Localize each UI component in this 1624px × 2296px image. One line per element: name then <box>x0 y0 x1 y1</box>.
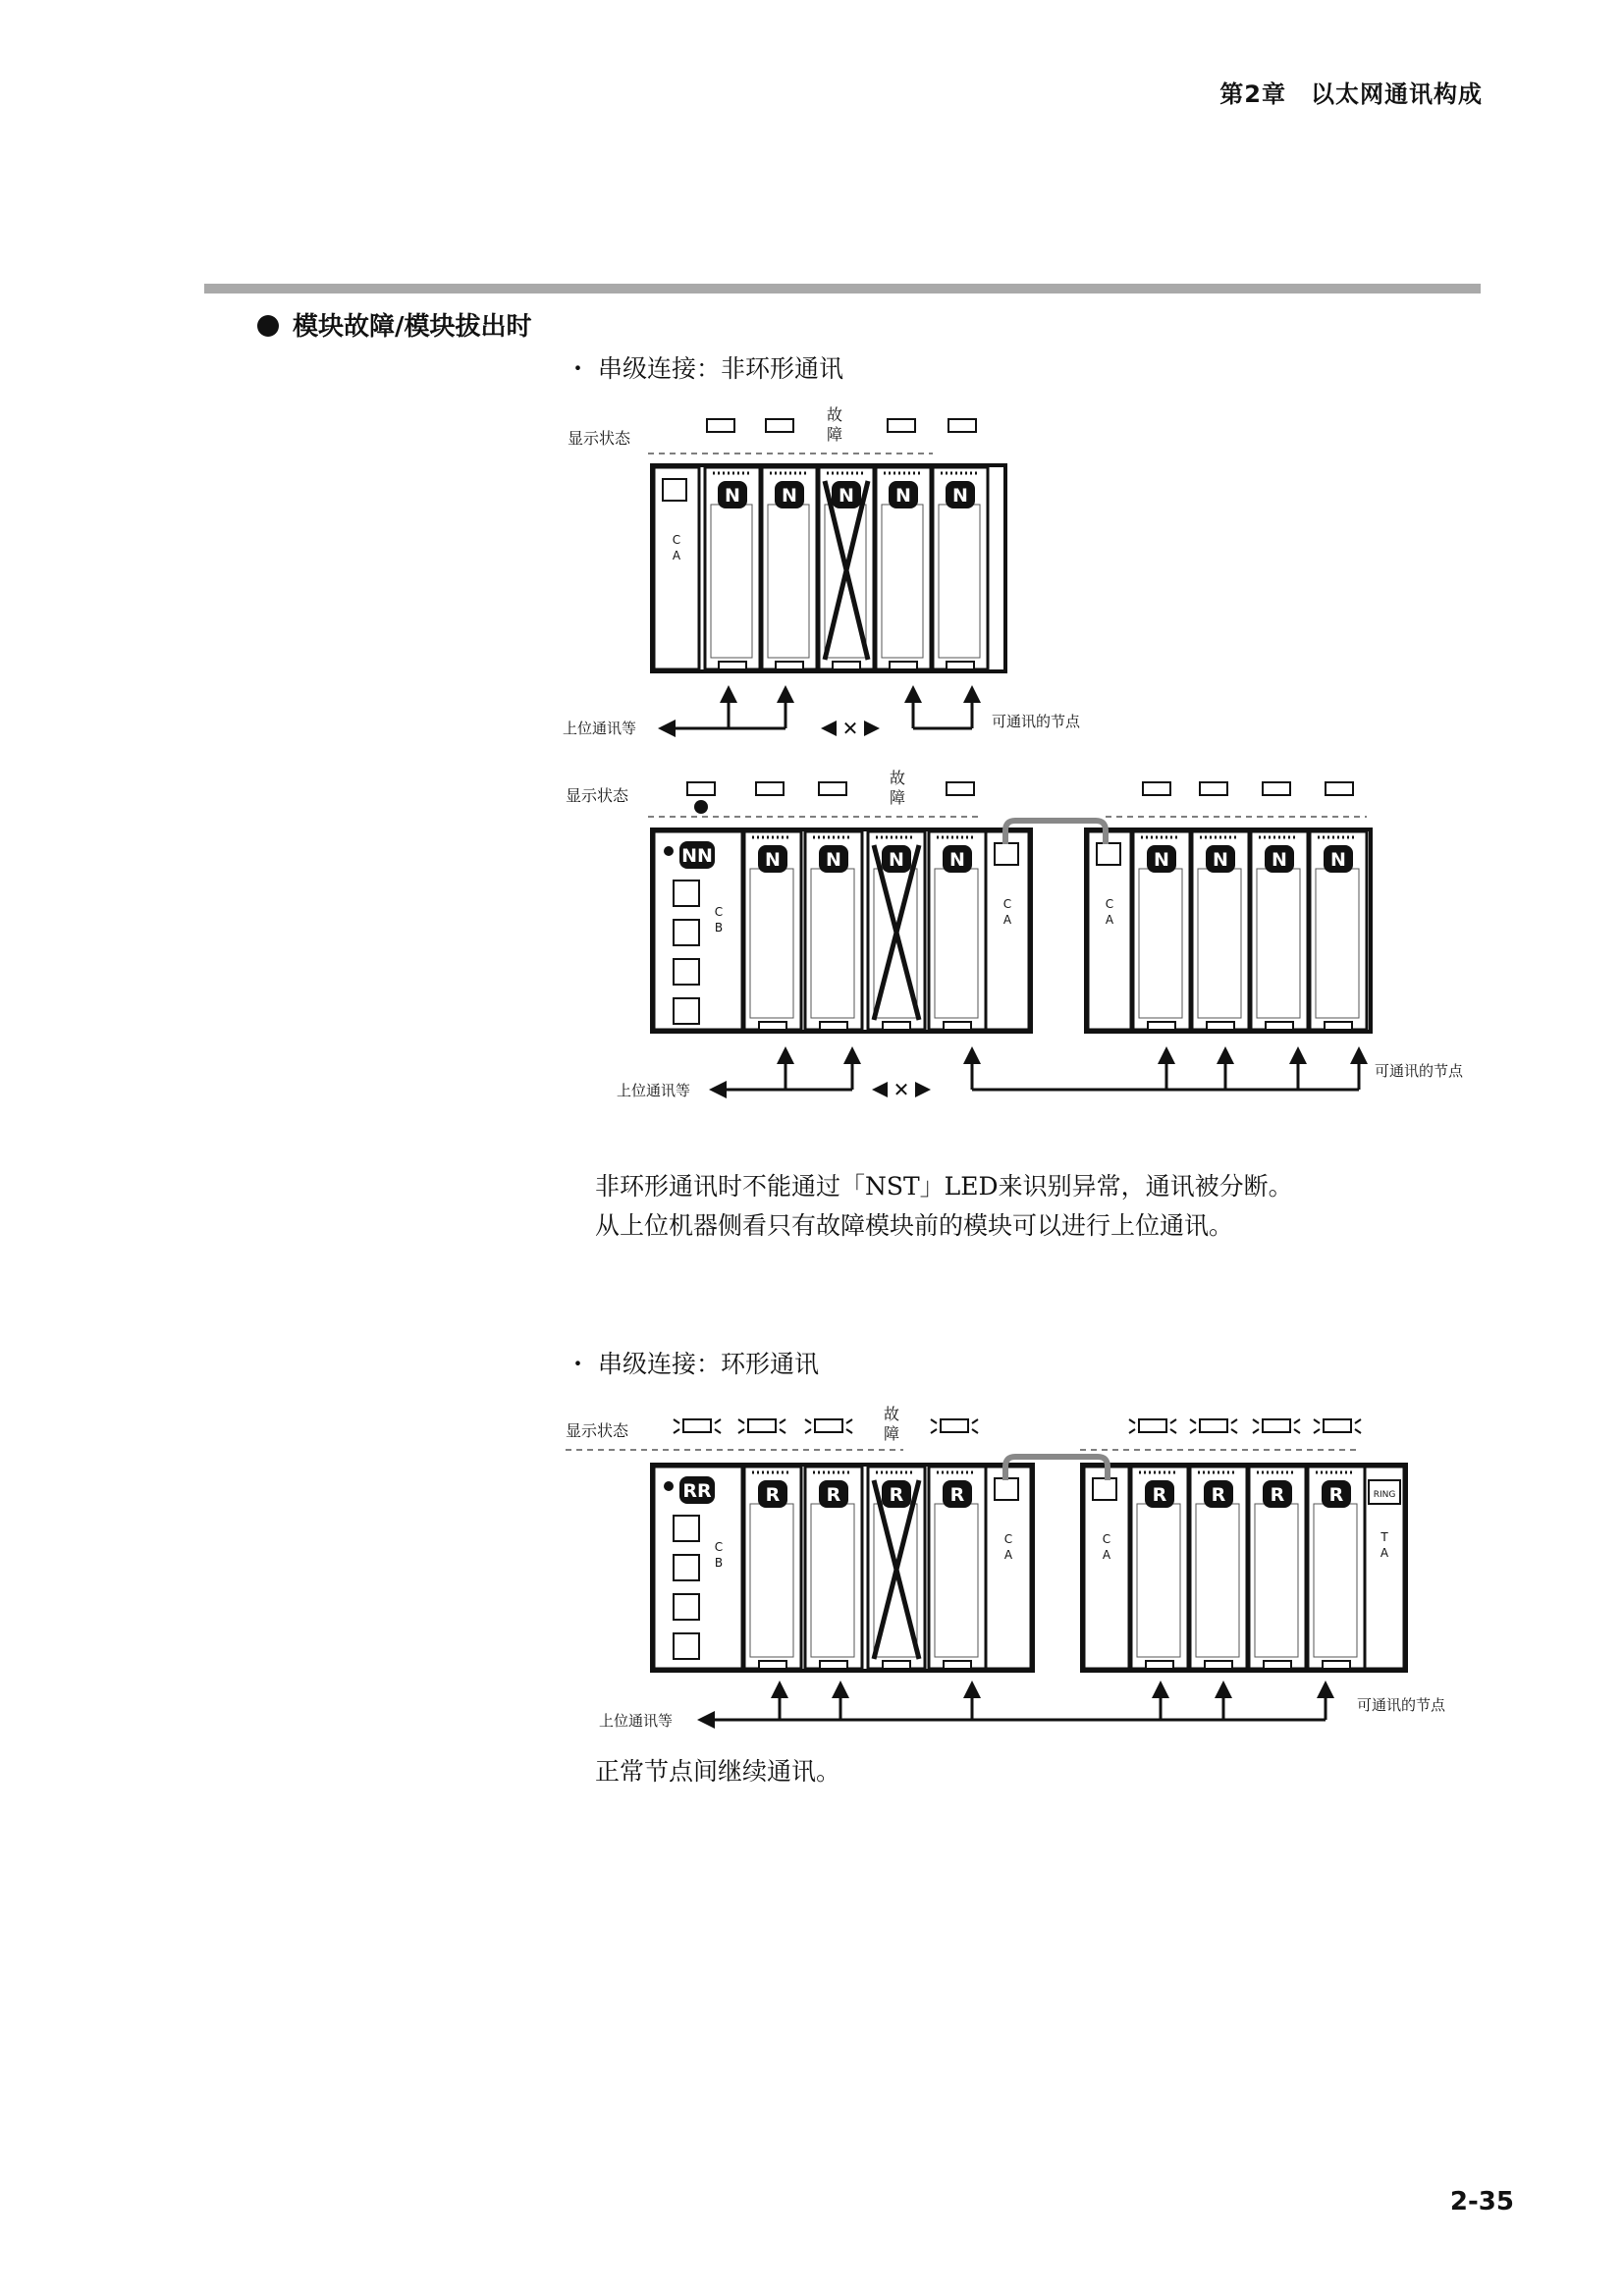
module-port <box>820 1661 847 1669</box>
arrow-head-icon <box>1215 1681 1232 1698</box>
unit-label-ta: A <box>1380 1546 1389 1560</box>
arrow-head-icon <box>963 1681 981 1698</box>
led-blinking-icon <box>748 1419 776 1432</box>
module-badge-label: N <box>949 849 965 871</box>
ethernet-port-icon <box>663 479 686 501</box>
module-port <box>833 662 860 669</box>
diagram-ring <box>566 1405 1446 1730</box>
label-upper-comm: 上位通讯等 <box>599 1712 674 1730</box>
ethernet-port-icon <box>674 1555 699 1580</box>
case2-note: 正常节点间继续通讯。 <box>595 1757 841 1786</box>
module-badge-label: R <box>765 1484 781 1506</box>
module-port <box>883 1022 910 1030</box>
module-badge-label: N <box>895 485 911 507</box>
ethernet-port-icon <box>674 959 699 985</box>
unit-label-ca: A <box>672 549 681 562</box>
led-indicator-icon <box>819 782 846 795</box>
label-upper-comm: 上位通讯等 <box>617 1082 691 1099</box>
module-badge-label: R <box>1270 1484 1285 1506</box>
arrow-head-icon <box>771 1681 788 1698</box>
module-badge-label: N <box>952 485 968 507</box>
module-port <box>719 662 746 669</box>
led-blinking-icon <box>1324 1419 1351 1432</box>
module-port <box>1148 1022 1175 1030</box>
arrow-head-icon <box>904 685 922 703</box>
unit-label-cb: C <box>714 905 724 919</box>
ethernet-port-icon <box>674 998 699 1024</box>
arrow-head-icon <box>697 1711 715 1729</box>
broken-link-icon: ✕ <box>841 717 859 740</box>
unit-label-ca: A <box>1002 913 1012 927</box>
arrow-head-icon <box>963 1046 981 1064</box>
module-badge-label: N <box>889 849 904 871</box>
arrow-head-icon <box>1158 1046 1175 1064</box>
label-fault: 故 <box>883 1405 900 1423</box>
arrow-head-icon <box>1152 1681 1169 1698</box>
ethernet-port-icon <box>995 843 1018 865</box>
arrow-head-icon <box>832 1681 849 1698</box>
ethernet-port-icon <box>1097 843 1120 865</box>
module-badge-label: N <box>1272 849 1287 871</box>
module-badge-label: R <box>949 1484 965 1506</box>
module-port <box>1205 1661 1232 1669</box>
module-port <box>1325 1022 1352 1030</box>
led-blinking-icon <box>683 1419 711 1432</box>
ethernet-port-icon <box>674 881 699 906</box>
module-port <box>947 662 974 669</box>
unit-label-ta: T <box>1380 1530 1388 1544</box>
ethernet-port-icon <box>1093 1478 1116 1500</box>
module-port <box>820 1022 847 1030</box>
label-display-state: 显示状态 <box>568 429 631 448</box>
module-port <box>890 662 917 669</box>
case1-note-2: 从上位机器侧看只有故障模块前的模块可以进行上位通讯。 <box>595 1211 1234 1240</box>
module-badge-label: R <box>889 1484 904 1506</box>
case1-subtitle: ・ 串级连接：非环形通讯 <box>566 354 843 383</box>
led-indicator-icon <box>948 419 976 432</box>
module-port <box>1266 1022 1293 1030</box>
module-badge-label: N <box>839 485 854 507</box>
module-badge-label: N <box>1213 849 1228 871</box>
module-port <box>1323 1661 1350 1669</box>
module-port <box>1146 1661 1173 1669</box>
unit-label-cb: C <box>714 1540 724 1554</box>
ethernet-port-icon <box>674 1594 699 1620</box>
led-indicator-icon <box>756 782 784 795</box>
section-title-text: 模块故障/模块拔出时 <box>293 312 532 342</box>
led-indicator-icon <box>707 419 734 432</box>
label-reachable-nodes: 可通讯的节点 <box>1357 1696 1446 1714</box>
led-indicator-icon <box>1326 782 1353 795</box>
module-ring-label: RING <box>1373 1490 1396 1500</box>
led-indicator-icon <box>947 782 974 795</box>
label-fault: 故 <box>889 769 906 787</box>
module-badge-label: N <box>782 485 797 507</box>
arrow-head-icon <box>777 1046 794 1064</box>
label-fault: 障 <box>826 425 843 444</box>
arrow-head-icon <box>1217 1046 1234 1064</box>
module-port <box>759 1022 786 1030</box>
chapter-header: 第2章 以太网通讯构成 <box>1219 80 1483 108</box>
case2-subtitle: ・ 串级连接：环形通讯 <box>566 1350 819 1378</box>
ethernet-port-icon <box>674 1516 699 1541</box>
unit-label-ca: C <box>1003 1532 1013 1546</box>
label-reachable-nodes: 可通讯的节点 <box>992 713 1081 730</box>
ethernet-port-icon <box>674 1633 699 1659</box>
module-port <box>944 1022 971 1030</box>
label-fault: 故 <box>826 405 843 424</box>
unit-label-ca: A <box>1105 913 1114 927</box>
arrow-head-icon <box>720 685 737 703</box>
label-reachable-nodes: 可通讯的节点 <box>1375 1062 1464 1080</box>
status-dot-icon <box>664 1481 674 1491</box>
module-badge-label: N <box>725 485 740 507</box>
led-blinking-icon <box>1200 1419 1227 1432</box>
unit-label-ca: C <box>672 533 681 547</box>
led-blinking-icon <box>941 1419 968 1432</box>
led-indicator-icon <box>1200 782 1227 795</box>
unit-label-ca: A <box>1003 1548 1013 1562</box>
diagram-non-ring-1 <box>563 405 1081 740</box>
ethernet-port-icon <box>674 920 699 945</box>
module-badge-label: R <box>1152 1484 1167 1506</box>
led-indicator-icon <box>1143 782 1170 795</box>
label-display-state: 显示状态 <box>566 786 629 805</box>
module-badge-label: N <box>1330 849 1346 871</box>
unit-label-cb: B <box>714 921 724 934</box>
arrow-head-icon <box>963 685 981 703</box>
label-fault: 障 <box>883 1424 900 1443</box>
module-port <box>759 1661 786 1669</box>
led-indicator-icon <box>687 782 715 795</box>
module-port <box>776 662 803 669</box>
arrow-head-icon <box>709 1081 727 1098</box>
broken-link-icon: ✕ <box>893 1078 910 1101</box>
status-dot-icon <box>664 846 674 856</box>
led-indicator-icon <box>766 419 793 432</box>
module-badge-label: N <box>826 849 841 871</box>
status-dot-icon <box>694 800 708 814</box>
module-badge-label: R <box>826 1484 841 1506</box>
case1-note-1: 非环形通讯时不能通过「NST」LED来识别异常，通讯被分断。 <box>595 1172 1293 1201</box>
module-badge-label: N <box>765 849 781 871</box>
arrow-head-icon <box>1350 1046 1368 1064</box>
led-indicator-icon <box>1263 782 1290 795</box>
arrow-head-icon <box>1289 1046 1307 1064</box>
module-badge-label: R <box>1211 1484 1226 1506</box>
unit-label-cb: B <box>714 1556 724 1570</box>
module-port <box>883 1661 910 1669</box>
unit-label-ca: C <box>1002 897 1012 911</box>
led-blinking-icon <box>1263 1419 1290 1432</box>
led-indicator-icon <box>888 419 915 432</box>
label-fault: 障 <box>889 788 906 807</box>
arrow-head-icon <box>843 1046 861 1064</box>
ethernet-port-icon <box>995 1478 1018 1500</box>
arrow-head-icon <box>1317 1681 1334 1698</box>
module-port <box>944 1661 971 1669</box>
unit-label-ca: A <box>1102 1548 1111 1562</box>
arrow-head-icon <box>658 720 676 737</box>
module-badge-label: RR <box>682 1480 712 1502</box>
unit-label-ca: C <box>1105 897 1114 911</box>
module-port <box>1264 1661 1291 1669</box>
page-number: 2-35 <box>1449 2187 1514 2216</box>
label-upper-comm: 上位通讯等 <box>563 720 637 737</box>
module-port <box>1207 1022 1234 1030</box>
diagram-non-ring-2 <box>566 769 1464 1101</box>
arrow-head-icon <box>777 685 794 703</box>
module-badge-label: R <box>1328 1484 1344 1506</box>
module-badge-label: N <box>1154 849 1169 871</box>
module-badge-label: NN <box>681 845 713 867</box>
led-blinking-icon <box>815 1419 842 1432</box>
led-blinking-icon <box>1139 1419 1166 1432</box>
label-display-state: 显示状态 <box>566 1421 629 1440</box>
unit-label-ca: C <box>1102 1532 1111 1546</box>
